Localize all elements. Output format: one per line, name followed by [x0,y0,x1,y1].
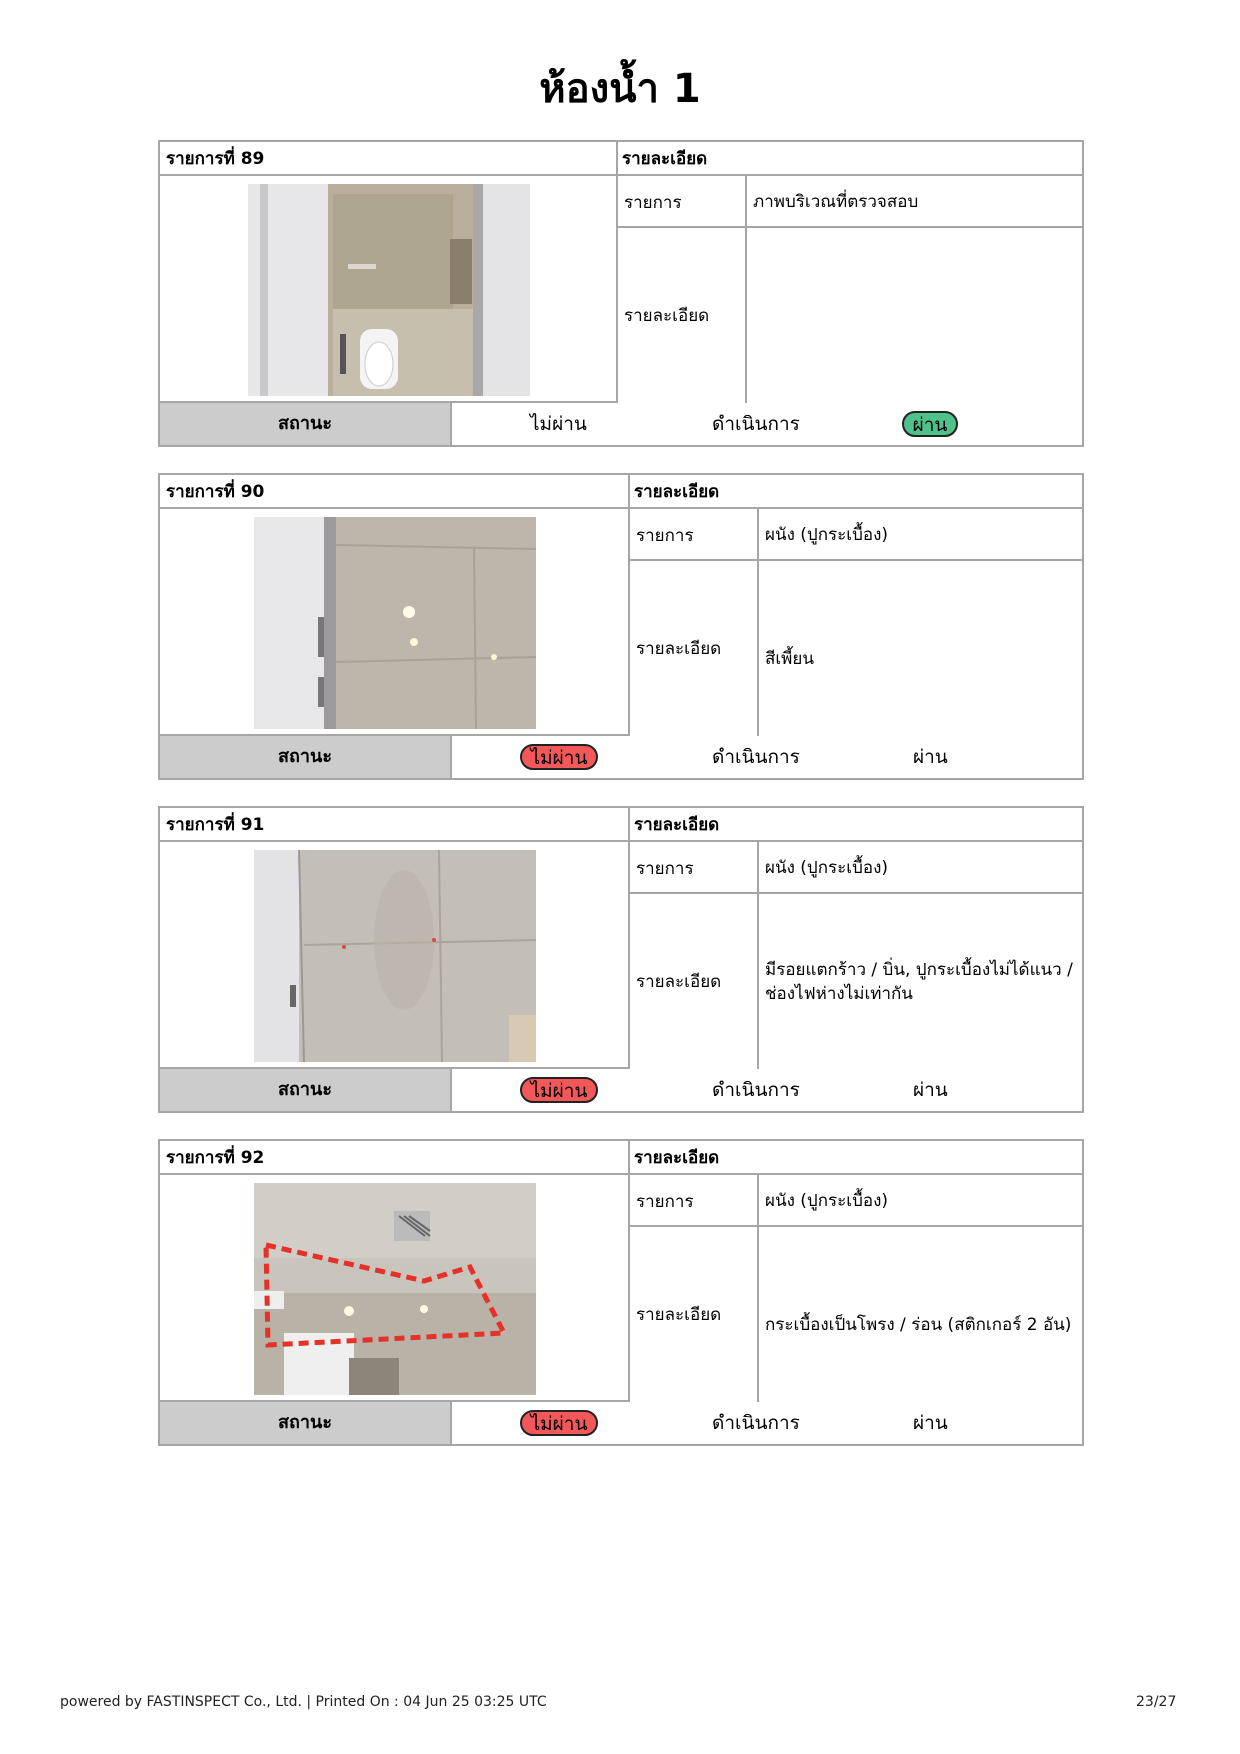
inspection-card-92 [158,1139,1084,1446]
status-option-action[interactable]: ดำเนินการ [712,746,800,768]
status-option-pass[interactable]: ผ่าน [913,1412,948,1434]
status-option-fail-selected[interactable]: ไม่ผ่าน [520,1077,598,1103]
status-label: สถานะ [160,1069,452,1111]
inspection-photo-91[interactable] [254,850,536,1062]
detail-header: รายละเอียด [628,808,1082,842]
status-option-fail[interactable]: ไม่ผ่าน [530,413,587,435]
detail-header: รายละเอียด [628,1141,1082,1175]
item-number-header: รายการที่ 89 [160,142,616,176]
footer-printed-info: powered by FASTINSPECT Co., Ltd. | Printed On : 04 Jun 25 03:25 UTC [60,1694,547,1710]
inspection-card-90 [158,473,1084,780]
status-option-pass[interactable]: ผ่าน [913,746,948,768]
item-value: ผนัง (ปูกระเบื้อง) [765,858,889,878]
status-label: สถานะ [160,1402,452,1444]
item-value: ภาพบริเวณที่ตรวจสอบ [753,192,919,212]
detail-value: สีเพี้ยน [765,648,814,669]
detail-header: รายละเอียด [628,475,1082,509]
status-option-action[interactable]: ดำเนินการ [712,413,800,435]
detail-value: กระเบื้องเป็นโพรง / ร่อน (สติกเกอร์ 2 อัน) [765,1314,1072,1335]
detail-label: รายละเอียด [636,972,722,992]
page-title: ห้องน้ำ 1 [539,66,701,112]
status-bar [160,1069,1082,1111]
detail-value: มีรอยแตกร้าว / บิ่น, ปูกระเบื้องไม่ได้แนว / ช่องไฟห่างไม่เท่ากัน [765,959,1073,1004]
item-label: รายการ [636,525,694,546]
status-option-action[interactable]: ดำเนินการ [712,1079,800,1101]
inspection-photo-89[interactable] [248,184,530,396]
detail-value [747,228,1082,403]
item-value: ผนัง (ปูกระเบื้อง) [765,1191,889,1211]
item-label: รายการ [624,192,682,213]
detail-header: รายละเอียด [616,142,1082,176]
status-option-fail-selected[interactable]: ไม่ผ่าน [520,744,598,770]
status-option-pass-selected[interactable]: ผ่าน [902,411,958,437]
status-bar [160,736,1082,778]
footer-page-number: 23/27 [1136,1694,1177,1710]
status-bar [160,1402,1082,1444]
item-label: รายการ [636,1191,694,1212]
detail-label: รายละเอียด [636,1305,722,1325]
detail-label: รายละเอียด [636,639,722,659]
inspection-card-91 [158,806,1084,1113]
status-option-action[interactable]: ดำเนินการ [712,1412,800,1434]
inspection-photo-92[interactable] [254,1183,536,1395]
item-number-header: รายการที่ 92 [160,1141,628,1175]
status-label: สถานะ [160,403,452,445]
item-number-header: รายการที่ 90 [160,475,628,509]
item-label: รายการ [636,858,694,879]
item-number-header: รายการที่ 91 [160,808,628,842]
detail-label: รายละเอียด [624,306,710,326]
status-label: สถานะ [160,736,452,778]
status-option-pass[interactable]: ผ่าน [913,1079,948,1101]
status-option-fail-selected[interactable]: ไม่ผ่าน [520,1410,598,1436]
item-value: ผนัง (ปูกระเบื้อง) [765,525,889,545]
status-bar [160,403,1082,445]
inspection-photo-90[interactable] [254,517,536,729]
inspection-card-89 [158,140,1084,447]
